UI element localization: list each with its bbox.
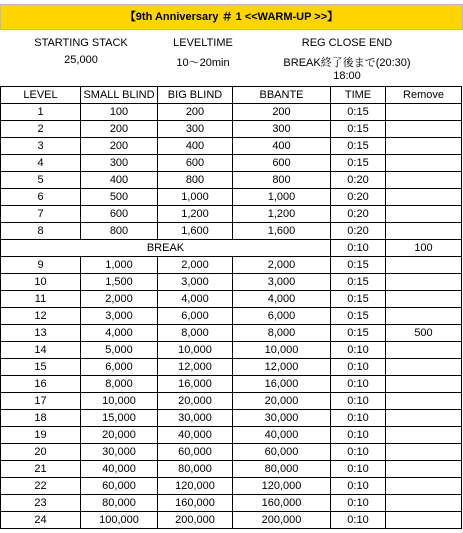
remove-cell	[386, 291, 462, 308]
time-cell: 0:15	[331, 308, 386, 325]
break-remove: 100	[386, 240, 462, 257]
big-blind-cell: 80,000	[158, 461, 233, 478]
level-cell: 20	[1, 444, 81, 461]
remove-cell	[386, 155, 462, 172]
reg-close-time: 18:00	[333, 70, 361, 82]
time-cell: 0:15	[331, 104, 386, 121]
big-blind-cell: 2,000	[158, 257, 233, 274]
remove-cell	[386, 308, 462, 325]
header-level: LEVEL	[1, 87, 81, 104]
small-blind-cell: 200	[81, 138, 158, 155]
big-blind-cell: 16,000	[158, 376, 233, 393]
remove-cell	[386, 206, 462, 223]
reg-close-value: BREAK終了後まで(20:30)	[283, 57, 411, 69]
small-blind-cell: 3,000	[81, 308, 158, 325]
level-cell: 22	[1, 478, 81, 495]
time-cell: 0:10	[331, 427, 386, 444]
level-cell: 15	[1, 359, 81, 376]
table-row	[1, 410, 462, 427]
remove-cell	[386, 121, 462, 138]
time-cell: 0:10	[331, 478, 386, 495]
bbante-cell: 800	[233, 172, 331, 189]
table-header-row	[1, 87, 462, 104]
level-cell: 10	[1, 274, 81, 291]
table-row	[1, 121, 462, 138]
level-cell: 12	[1, 308, 81, 325]
table-row	[1, 257, 462, 274]
big-blind-cell: 1,200	[158, 206, 233, 223]
small-blind-cell: 40,000	[81, 461, 158, 478]
table-row	[1, 512, 462, 529]
time-cell: 0:10	[331, 444, 386, 461]
remove-cell	[386, 444, 462, 461]
bbante-cell: 6,000	[233, 308, 331, 325]
bbante-cell: 2,000	[233, 257, 331, 274]
table-row	[1, 342, 462, 359]
header-remove: Remove	[386, 87, 462, 104]
leveltime-label: LEVELTIME	[173, 37, 233, 49]
bbante-cell: 8,000	[233, 325, 331, 342]
time-cell: 0:10	[331, 393, 386, 410]
small-blind-cell: 100,000	[81, 512, 158, 529]
starting-stack-label: STARTING STACK	[34, 37, 128, 49]
table-row	[1, 104, 462, 121]
big-blind-cell: 200,000	[158, 512, 233, 529]
bbante-cell: 16,000	[233, 376, 331, 393]
remove-cell	[386, 359, 462, 376]
big-blind-cell: 1,000	[158, 189, 233, 206]
big-blind-cell: 4,000	[158, 291, 233, 308]
remove-cell	[386, 274, 462, 291]
level-cell: 17	[1, 393, 81, 410]
remove-cell	[386, 189, 462, 206]
small-blind-cell: 400	[81, 172, 158, 189]
bbante-cell: 120,000	[233, 478, 331, 495]
time-cell: 0:10	[331, 461, 386, 478]
bbante-cell: 40,000	[233, 427, 331, 444]
time-cell: 0:10	[331, 342, 386, 359]
bbante-cell: 80,000	[233, 461, 331, 478]
small-blind-cell: 5,000	[81, 342, 158, 359]
small-blind-cell: 1,000	[81, 257, 158, 274]
big-blind-cell: 600	[158, 155, 233, 172]
big-blind-cell: 800	[158, 172, 233, 189]
time-cell: 0:15	[331, 257, 386, 274]
bbante-cell: 10,000	[233, 342, 331, 359]
small-blind-cell: 15,000	[81, 410, 158, 427]
bbante-cell: 400	[233, 138, 331, 155]
big-blind-cell: 10,000	[158, 342, 233, 359]
header-time: TIME	[331, 87, 386, 104]
table-row	[1, 478, 462, 495]
bbante-cell: 1,000	[233, 189, 331, 206]
level-cell: 16	[1, 376, 81, 393]
level-cell: 13	[1, 325, 81, 342]
small-blind-cell: 60,000	[81, 478, 158, 495]
big-blind-cell: 8,000	[158, 325, 233, 342]
table-row	[1, 189, 462, 206]
table-row	[1, 274, 462, 291]
table-row	[1, 172, 462, 189]
bbante-cell: 20,000	[233, 393, 331, 410]
break-time: 0:10	[331, 240, 386, 257]
time-cell: 0:10	[331, 410, 386, 427]
time-cell: 0:15	[331, 291, 386, 308]
remove-cell	[386, 342, 462, 359]
time-cell: 0:15	[331, 274, 386, 291]
table-row	[1, 308, 462, 325]
table-row	[1, 138, 462, 155]
level-cell: 24	[1, 512, 81, 529]
level-cell: 11	[1, 291, 81, 308]
small-blind-cell: 100	[81, 104, 158, 121]
bbante-cell: 600	[233, 155, 331, 172]
big-blind-cell: 12,000	[158, 359, 233, 376]
time-cell: 0:15	[331, 155, 386, 172]
remove-cell	[386, 478, 462, 495]
time-cell: 0:10	[331, 495, 386, 512]
header-bbante: BBANTE	[233, 87, 331, 104]
level-cell: 23	[1, 495, 81, 512]
starting-stack-value: 25,000	[64, 54, 98, 66]
time-cell: 0:15	[331, 138, 386, 155]
big-blind-cell: 300	[158, 121, 233, 138]
table-row	[1, 393, 462, 410]
table-row	[1, 461, 462, 478]
bbante-cell: 4,000	[233, 291, 331, 308]
remove-cell	[386, 393, 462, 410]
small-blind-cell: 200	[81, 121, 158, 138]
remove-cell	[386, 512, 462, 529]
level-cell: 19	[1, 427, 81, 444]
remove-cell	[386, 410, 462, 427]
remove-cell	[386, 461, 462, 478]
level-cell: 1	[1, 104, 81, 121]
big-blind-cell: 40,000	[158, 427, 233, 444]
level-cell: 21	[1, 461, 81, 478]
bbante-cell: 200	[233, 104, 331, 121]
level-cell: 6	[1, 189, 81, 206]
table-row	[1, 155, 462, 172]
small-blind-cell: 6,000	[81, 359, 158, 376]
level-cell: 4	[1, 155, 81, 172]
big-blind-cell: 400	[158, 138, 233, 155]
remove-cell	[386, 427, 462, 444]
small-blind-cell: 8,000	[81, 376, 158, 393]
small-blind-cell: 800	[81, 223, 158, 240]
table-row	[1, 376, 462, 393]
big-blind-cell: 1,600	[158, 223, 233, 240]
bbante-cell: 1,600	[233, 223, 331, 240]
level-cell: 8	[1, 223, 81, 240]
header-small-blind: SMALL BLIND	[81, 87, 158, 104]
small-blind-cell: 1,500	[81, 274, 158, 291]
bbante-cell: 3,000	[233, 274, 331, 291]
big-blind-cell: 120,000	[158, 478, 233, 495]
big-blind-cell: 30,000	[158, 410, 233, 427]
time-cell: 0:20	[331, 189, 386, 206]
big-blind-cell: 60,000	[158, 444, 233, 461]
table-row	[1, 495, 462, 512]
bbante-cell: 200,000	[233, 512, 331, 529]
level-cell: 5	[1, 172, 81, 189]
small-blind-cell: 10,000	[81, 393, 158, 410]
remove-cell	[386, 495, 462, 512]
big-blind-cell: 20,000	[158, 393, 233, 410]
time-cell: 0:15	[331, 325, 386, 342]
table-row	[1, 359, 462, 376]
big-blind-cell: 200	[158, 104, 233, 121]
table-row	[1, 223, 462, 240]
header-big-blind: BIG BLIND	[158, 87, 233, 104]
level-cell: 18	[1, 410, 81, 427]
small-blind-cell: 20,000	[81, 427, 158, 444]
bbante-cell: 60,000	[233, 444, 331, 461]
small-blind-cell: 80,000	[81, 495, 158, 512]
bbante-cell: 300	[233, 121, 331, 138]
bbante-cell: 1,200	[233, 206, 331, 223]
bbante-cell: 160,000	[233, 495, 331, 512]
big-blind-cell: 3,000	[158, 274, 233, 291]
remove-cell	[386, 172, 462, 189]
leveltime-value: 10～20min	[176, 57, 230, 69]
remove-cell	[386, 376, 462, 393]
small-blind-cell: 30,000	[81, 444, 158, 461]
table-row	[1, 427, 462, 444]
level-cell: 7	[1, 206, 81, 223]
small-blind-cell: 2,000	[81, 291, 158, 308]
tournament-title: 【9th Anniversary ＃ 1 <<WARM-UP >>】	[0, 4, 463, 30]
bbante-cell: 30,000	[233, 410, 331, 427]
break-row	[1, 240, 462, 257]
small-blind-cell: 500	[81, 189, 158, 206]
time-cell: 0:20	[331, 172, 386, 189]
remove-cell	[386, 223, 462, 240]
small-blind-cell: 300	[81, 155, 158, 172]
level-cell: 9	[1, 257, 81, 274]
remove-cell: 500	[386, 325, 462, 342]
blind-structure-table	[0, 86, 462, 529]
table-row	[1, 291, 462, 308]
small-blind-cell: 4,000	[81, 325, 158, 342]
time-cell: 0:10	[331, 376, 386, 393]
time-cell: 0:20	[331, 223, 386, 240]
remove-cell	[386, 257, 462, 274]
time-cell: 0:20	[331, 206, 386, 223]
level-cell: 14	[1, 342, 81, 359]
table-row	[1, 325, 462, 342]
big-blind-cell: 160,000	[158, 495, 233, 512]
small-blind-cell: 600	[81, 206, 158, 223]
time-cell: 0:15	[331, 121, 386, 138]
table-row	[1, 444, 462, 461]
bbante-cell: 12,000	[233, 359, 331, 376]
remove-cell	[386, 138, 462, 155]
level-cell: 3	[1, 138, 81, 155]
time-cell: 0:10	[331, 512, 386, 529]
level-cell: 2	[1, 121, 81, 138]
big-blind-cell: 6,000	[158, 308, 233, 325]
remove-cell	[386, 104, 462, 121]
time-cell: 0:10	[331, 359, 386, 376]
break-label: BREAK	[1, 240, 331, 257]
table-row	[1, 206, 462, 223]
reg-close-label: REG CLOSE END	[301, 37, 393, 49]
